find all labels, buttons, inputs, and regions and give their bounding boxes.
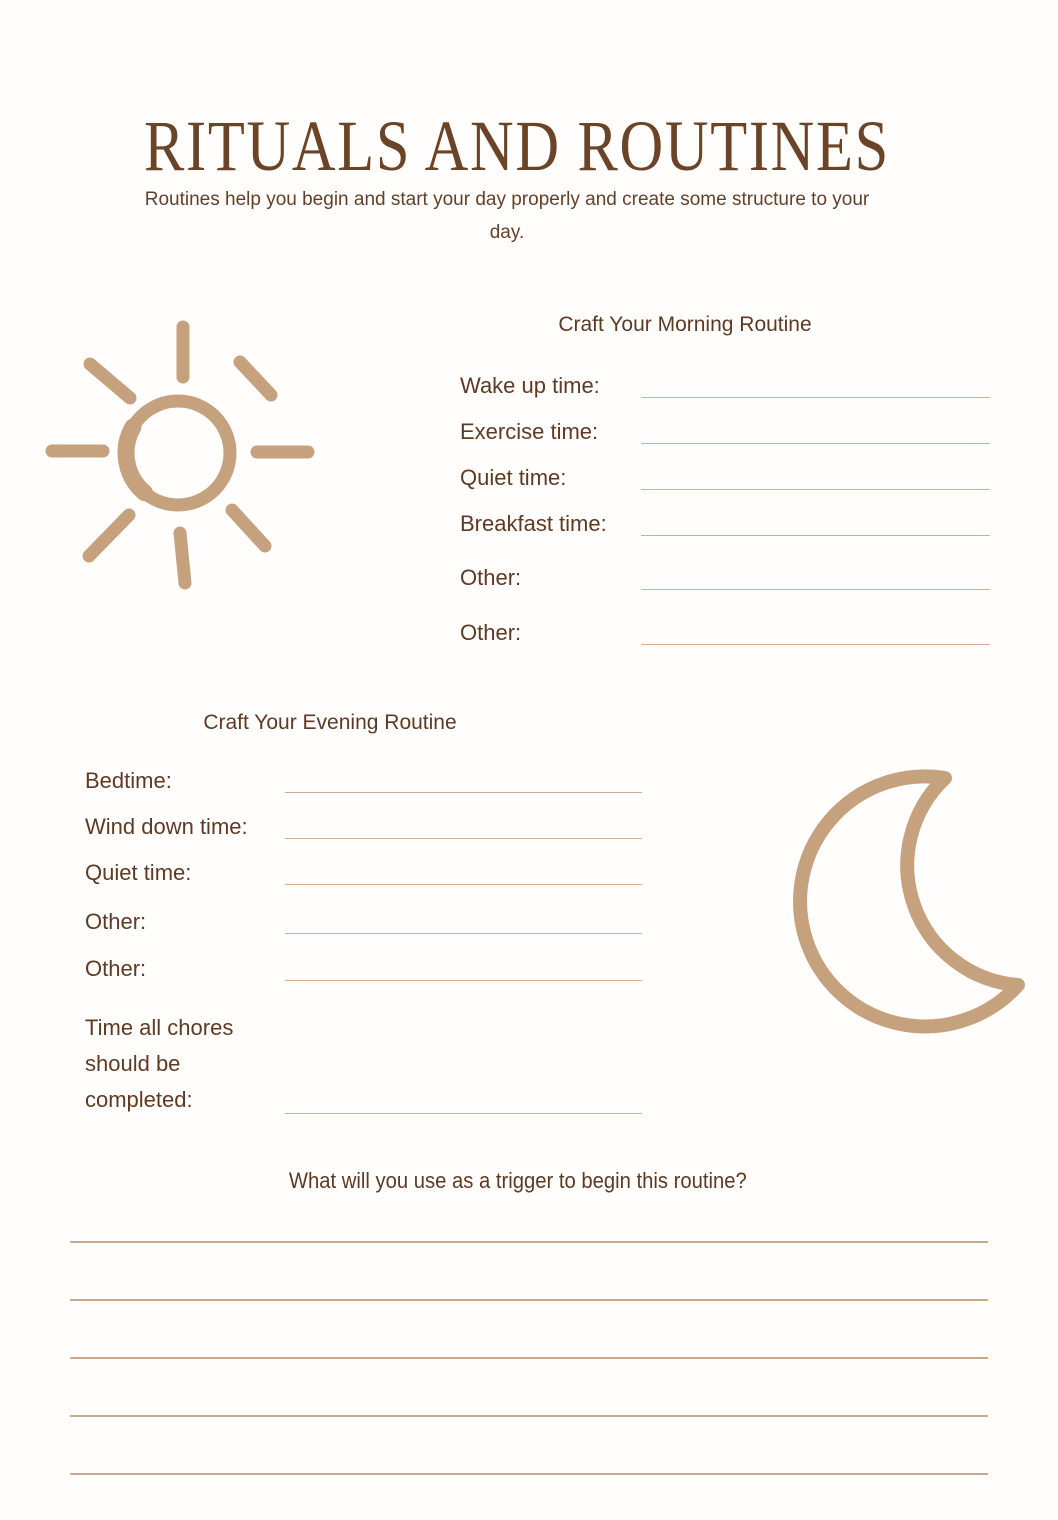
evening-routine-heading: Craft Your Evening Routine [203,711,457,734]
field-label: Other: [460,620,522,645]
field-label: Other: [85,909,147,934]
field-input-line[interactable] [285,980,642,981]
answer-line[interactable] [70,1417,988,1475]
field-input-line[interactable] [285,933,642,934]
field-label: Time all chores should be completed: [85,1015,234,1112]
field-row [460,501,990,547]
field-row [460,363,990,409]
field-input-line[interactable] [641,644,990,645]
sun-icon [40,315,320,595]
field-label: Other: [85,956,147,981]
field-input-line[interactable] [641,589,990,590]
field-row [85,946,642,992]
field-row [460,409,990,455]
field-label: Wake up time: [460,373,600,398]
field-label: Breakfast time: [460,511,607,536]
field-input-line[interactable] [641,489,990,490]
field-row [460,455,990,501]
field-label: Quiet time: [460,465,567,490]
field-input-line[interactable] [641,535,990,536]
field-label: Quiet time: [85,860,192,885]
sun-icon-svg [40,315,320,595]
field-row [460,610,990,656]
field-row [85,1010,642,1118]
page-subtitle [0,183,1014,249]
field-input-line[interactable] [641,443,990,444]
morning-fields [460,363,990,656]
field-row [85,804,642,850]
field-label: Wind down time: [85,814,248,839]
field-label: Other: [460,565,522,590]
answer-line[interactable] [70,1301,988,1359]
field-label: Bedtime: [85,768,172,793]
field-row [460,555,990,601]
field-row [85,758,642,804]
field-label: Exercise time: [460,419,599,444]
answer-line[interactable] [70,1185,988,1243]
page-title: RITUALS AND ROUTINES [144,106,890,187]
page-subtitle-text: Routines help you begin and start your day properly and create some structure to your day. [144,189,870,243]
field-input-line[interactable] [285,838,642,839]
field-input-line[interactable] [641,397,990,398]
answer-line[interactable] [70,1359,988,1417]
trigger-answer-lines [70,1185,988,1475]
morning-routine-heading: Craft Your Morning Routine [558,313,812,336]
moon-icon-svg [780,762,1030,1042]
field-row [85,850,642,896]
trigger-question-text: What will you use as a trigger to begin this routine? [289,1168,747,1193]
field-input-line[interactable] [285,884,642,885]
field-input-line[interactable] [285,1113,642,1114]
field-row [85,899,642,945]
moon-icon [780,762,1030,1042]
answer-line[interactable] [70,1243,988,1301]
evening-fields [85,758,642,1118]
field-input-line[interactable] [285,792,642,793]
